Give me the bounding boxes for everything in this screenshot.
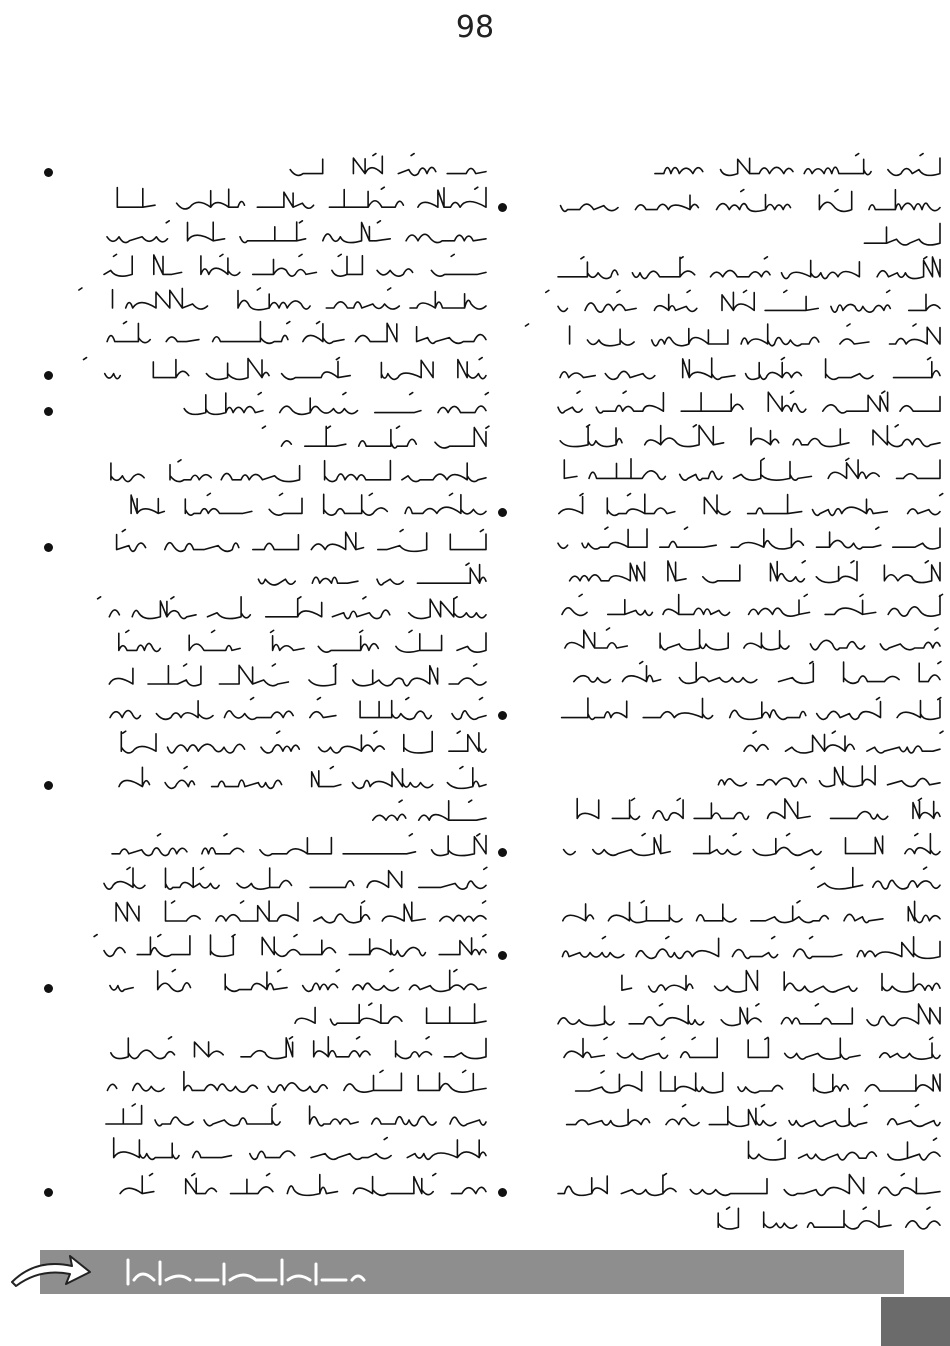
page-number: 98 — [455, 10, 495, 45]
right-column-item — [498, 933, 910, 1170]
script-line — [79, 288, 486, 310]
left-column-item — [44, 763, 456, 967]
page-corner-tab — [881, 1297, 950, 1346]
script-line — [564, 458, 940, 480]
script-line — [119, 630, 486, 652]
bullet-point — [498, 203, 507, 212]
script-line — [565, 628, 940, 650]
script-line — [558, 391, 940, 413]
script-line — [558, 256, 940, 278]
bullet-point — [498, 848, 507, 857]
script-line — [718, 765, 940, 786]
script-text — [528, 490, 940, 694]
script-line — [98, 596, 486, 618]
script-line — [655, 154, 940, 176]
script-line — [748, 1138, 939, 1160]
left-column-item — [44, 354, 456, 390]
bullet-point — [44, 781, 53, 790]
script-line — [561, 189, 940, 211]
script-text — [74, 763, 486, 967]
script-line — [84, 357, 486, 379]
bullet-point — [498, 508, 507, 517]
script-line — [558, 1004, 940, 1026]
bullet-point — [498, 951, 507, 960]
bullet-point — [44, 1188, 53, 1197]
script-line — [558, 1174, 940, 1196]
script-line — [104, 254, 486, 276]
script-line — [560, 424, 940, 446]
script-line — [110, 697, 486, 719]
script-line — [290, 154, 486, 176]
script-text — [528, 933, 940, 1170]
script-line — [526, 324, 940, 346]
left-column — [44, 150, 456, 1206]
bullet-point — [44, 543, 53, 552]
script-line — [262, 426, 488, 448]
curved-arrow-right-icon — [6, 1252, 92, 1292]
script-line — [120, 1174, 486, 1196]
script-line — [373, 800, 486, 820]
right-column-item — [498, 694, 910, 830]
script-line — [295, 1004, 486, 1026]
script-text — [528, 186, 940, 490]
script-line — [104, 867, 487, 889]
left-column-item — [44, 966, 456, 1170]
script-line — [558, 527, 940, 549]
left-column-item — [44, 150, 456, 354]
script-line — [258, 563, 486, 585]
left-column-item — [44, 1170, 456, 1206]
script-line — [570, 561, 940, 583]
script-line — [562, 936, 940, 958]
script-line — [562, 594, 942, 616]
script-line — [112, 834, 486, 856]
script-line — [184, 393, 488, 415]
script-text — [74, 966, 486, 1170]
script-line — [131, 494, 486, 516]
script-text — [528, 1170, 940, 1239]
script-line — [94, 934, 486, 956]
script-line — [564, 1037, 940, 1059]
bullet-point — [44, 984, 53, 993]
right-column-item — [498, 1170, 910, 1239]
script-line — [744, 731, 943, 753]
script-line — [111, 460, 486, 482]
script-line — [109, 664, 486, 686]
script-text — [74, 1170, 486, 1206]
script-text — [528, 830, 940, 933]
bullet-point — [44, 407, 53, 416]
script-line — [567, 1104, 940, 1126]
script-line — [864, 223, 940, 245]
right-column — [498, 150, 910, 1239]
script-line — [111, 1037, 486, 1059]
script-line — [121, 731, 486, 753]
bullet-point — [498, 1188, 507, 1197]
script-line — [107, 1071, 486, 1093]
script-text — [528, 150, 940, 186]
script-line — [107, 322, 486, 344]
right-column-item — [498, 490, 910, 694]
script-line — [564, 834, 940, 856]
script-line — [622, 970, 940, 991]
script-line — [110, 970, 486, 992]
script-line — [114, 1138, 486, 1160]
script-line — [577, 798, 940, 820]
script-line — [574, 662, 941, 684]
script-line — [116, 901, 486, 923]
bullet-point — [44, 168, 53, 177]
script-line — [117, 187, 486, 209]
bullet-point — [44, 371, 53, 380]
script-line — [718, 1207, 940, 1229]
script-text — [528, 694, 940, 830]
script-line — [576, 1071, 940, 1093]
script-text — [74, 389, 486, 525]
right-column-item — [498, 830, 910, 933]
script-line — [559, 494, 943, 516]
left-column-item — [44, 526, 456, 763]
right-column-item — [498, 150, 910, 186]
left-column-item — [44, 389, 456, 525]
script-line — [107, 221, 486, 243]
script-text — [74, 150, 486, 354]
bullet-point — [498, 711, 507, 720]
script-line — [106, 1104, 486, 1126]
banner-title-script — [120, 1250, 370, 1294]
script-line — [562, 697, 941, 719]
script-line — [811, 867, 940, 889]
script-line — [117, 529, 486, 551]
script-text — [74, 354, 486, 390]
right-column-item — [498, 186, 910, 490]
script-line — [563, 901, 940, 923]
script-line — [119, 766, 486, 788]
script-text — [74, 526, 486, 763]
script-line — [560, 357, 940, 379]
script-line — [546, 290, 940, 312]
